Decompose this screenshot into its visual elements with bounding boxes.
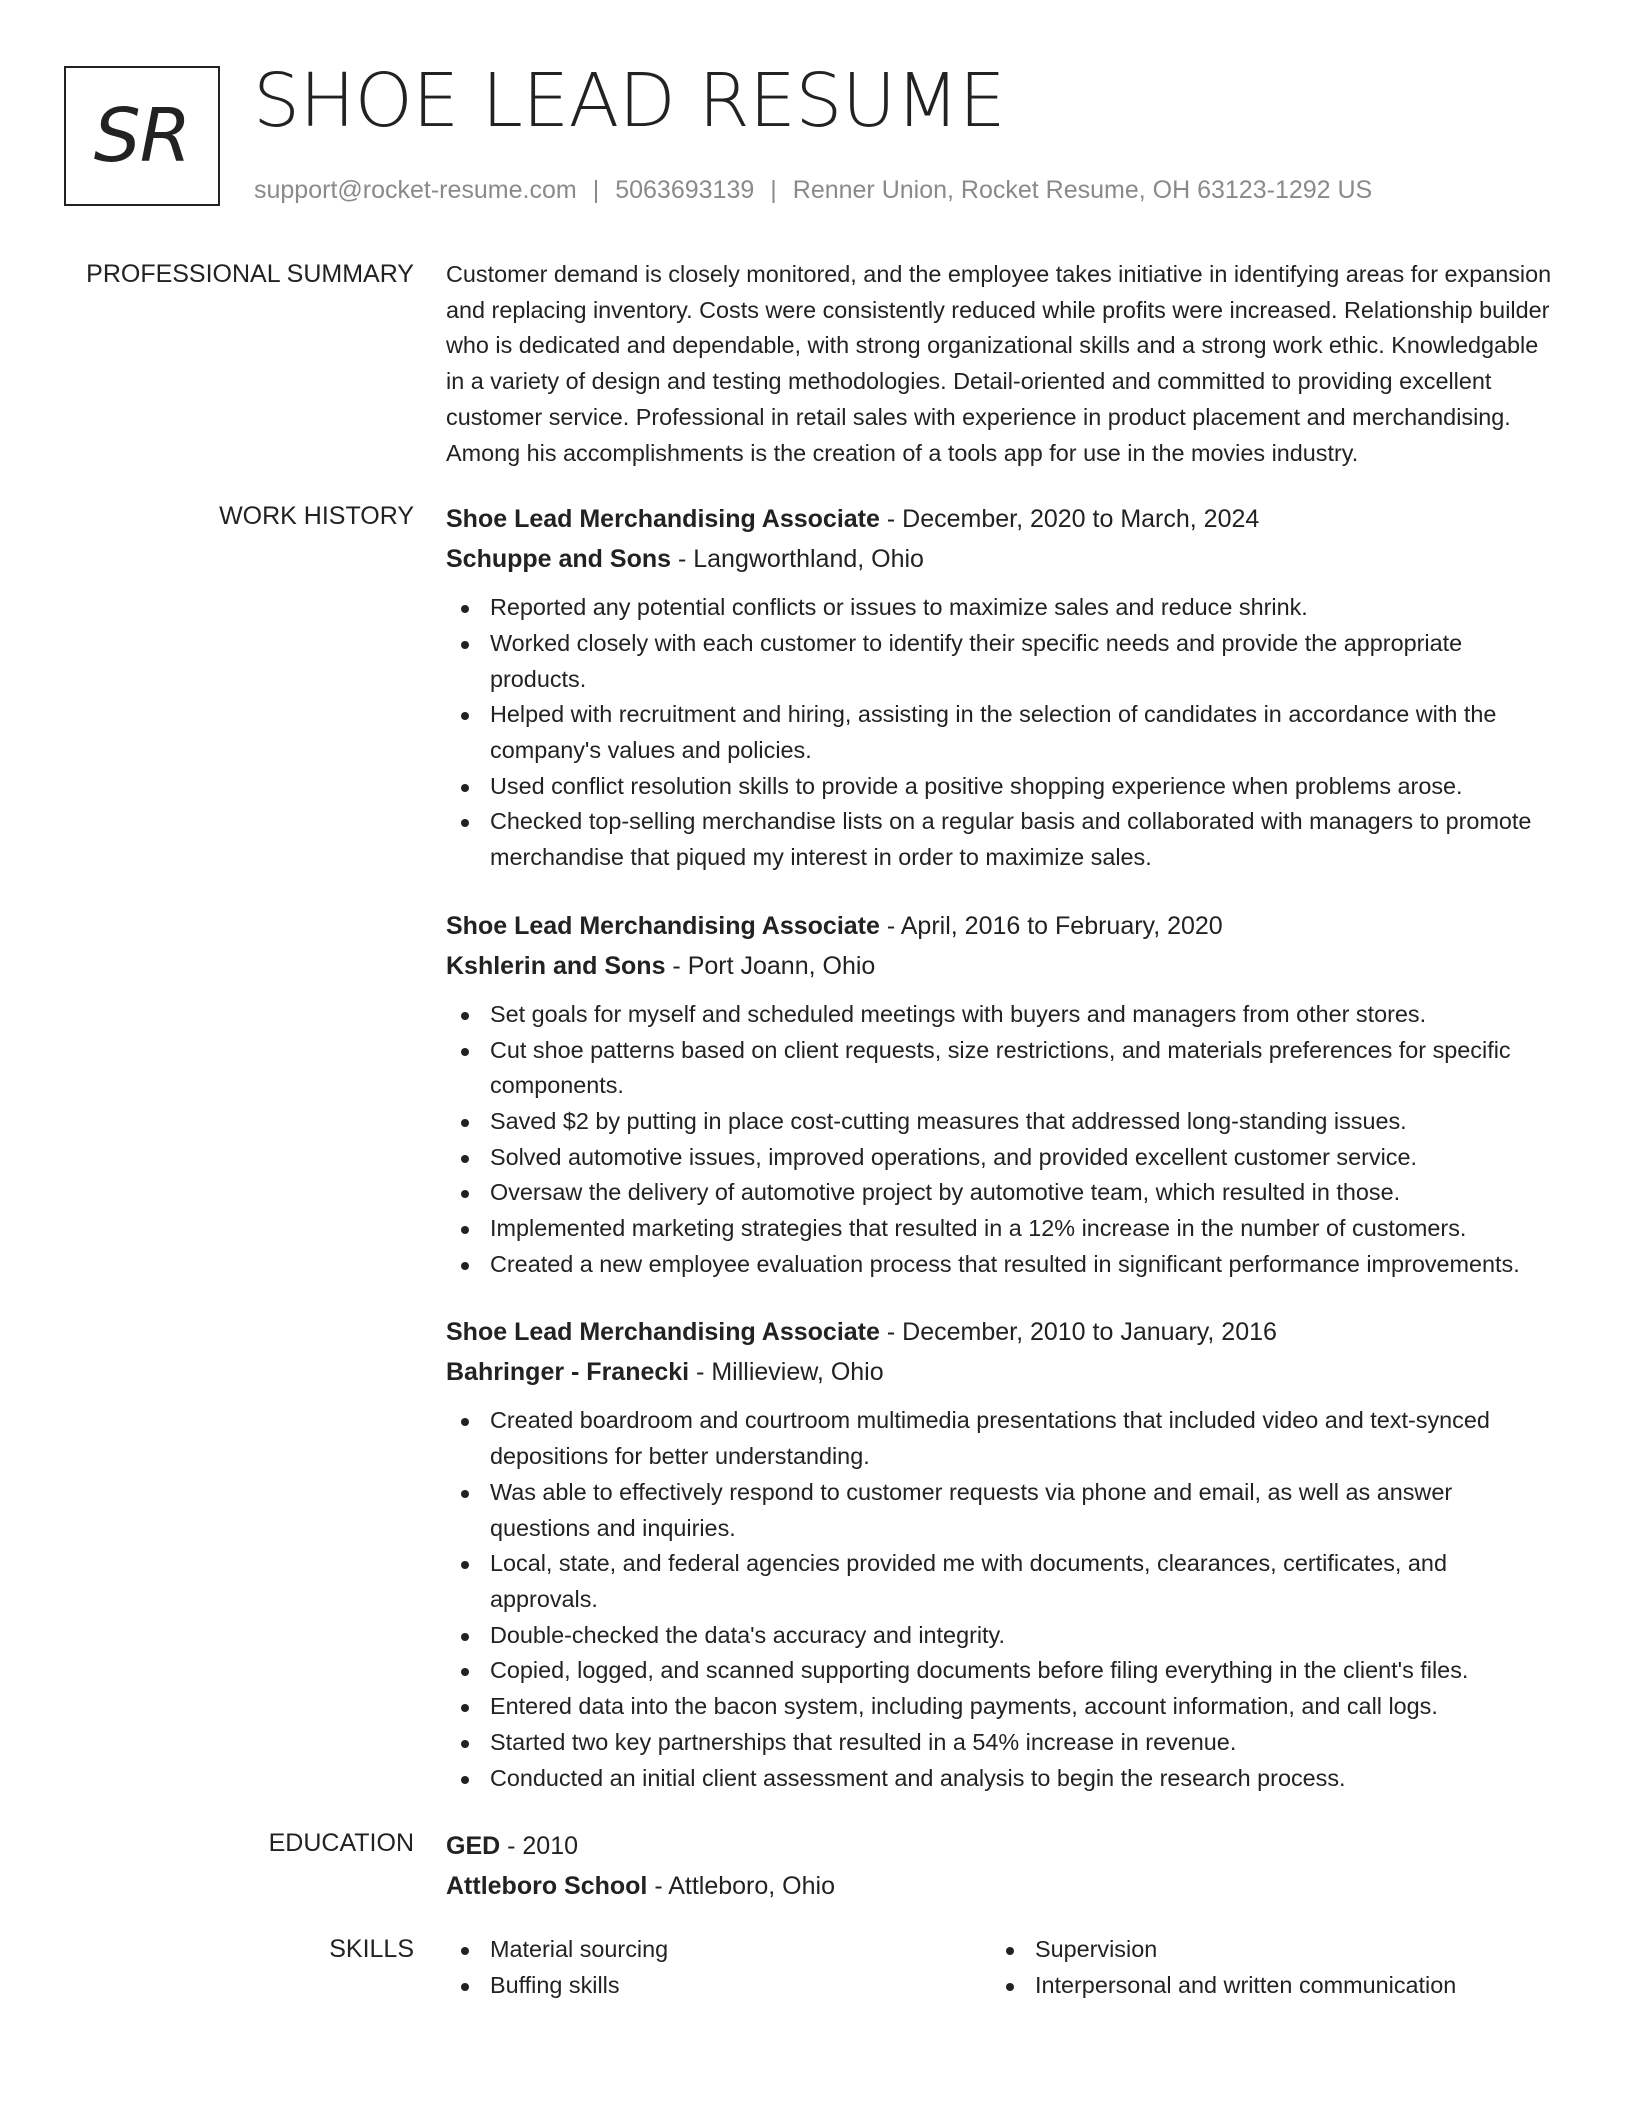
job-bullet: Conducted an initial client assessment and analysis to begin the research process. <box>446 1761 1556 1797</box>
education-year: - 2010 <box>500 1832 579 1861</box>
job-role: Shoe Lead Merchandising Associate <box>446 505 880 534</box>
job-bullet: Saved $2 by putting in place cost-cutting measures that addressed long-standing issues. <box>446 1104 1556 1140</box>
job-bullet: Worked closely with each customer to identify their specific needs and provide the appropriate products. <box>446 626 1556 697</box>
job-role: Shoe Lead Merchandising Associate <box>446 911 880 940</box>
job-bullet: Copied, logged, and scanned supporting documents before filing everything in the client's files. <box>446 1653 1556 1689</box>
job-bullet: Reported any potential conflicts or issues to maximize sales and reduce shrink. <box>446 590 1556 626</box>
job-dates: - December, 2020 to March, 2024 <box>879 505 1260 534</box>
job-bullet: Started two key partnerships that resulted in a 54% increase in revenue. <box>446 1725 1556 1761</box>
job-bullet: Helped with recruitment and hiring, assisting in the selection of candidates in accordance with the company's values and policies. <box>446 697 1556 768</box>
skills-list-left <box>446 1932 991 2003</box>
job-dates: - April, 2016 to February, 2020 <box>879 911 1223 940</box>
contact-address: Renner Union, Rocket Resume, OH 63123-1292 US <box>792 176 1373 204</box>
job-title-line <box>446 906 1556 946</box>
job-bullet: Used conflict resolution skills to provide a positive shopping experience when problems arose. <box>446 769 1556 805</box>
job-dates: - December, 2010 to January, 2016 <box>879 1318 1277 1347</box>
job-company-line <box>446 539 1556 579</box>
job-bullet: Entered data into the bacon system, including payments, account information, and call logs. <box>446 1689 1556 1725</box>
job-bullet: Implemented marketing strategies that resulted in a 12% increase in the number of customers. <box>446 1211 1556 1247</box>
summary-heading: PROFESSIONAL SUMMARY <box>86 260 414 288</box>
job-entry <box>446 499 1556 876</box>
education-body <box>446 1826 1556 1906</box>
work-history-body <box>446 499 1556 1796</box>
skills-columns <box>446 1932 1556 2003</box>
skills-list-right <box>991 1932 1536 2003</box>
job-location: - Langworthland, Ohio <box>671 545 924 574</box>
summary-section <box>0 257 1632 471</box>
job-bullet: Created boardroom and courtroom multimedia presentations that included video and text-synced depositions for better understanding. <box>446 1403 1556 1474</box>
skill-item: Material sourcing <box>446 1932 991 1968</box>
job-bullet: Oversaw the delivery of automotive project by automotive team, which resulted in those. <box>446 1175 1556 1211</box>
job-entry <box>446 1312 1556 1796</box>
job-bullets <box>446 590 1556 876</box>
job-location: - Millieview, Ohio <box>689 1358 884 1387</box>
job-role: Shoe Lead Merchandising Associate <box>446 1318 880 1347</box>
job-bullets <box>446 997 1556 1283</box>
job-company: Schuppe and Sons <box>446 545 672 574</box>
job-title-line <box>446 1312 1556 1352</box>
job-entry <box>446 906 1556 1283</box>
skills-section <box>0 1932 1632 2003</box>
education-school: Attleboro School <box>446 1872 648 1901</box>
education-location: - Attleboro, Ohio <box>647 1872 835 1901</box>
job-bullet: Double-checked the data's accuracy and integrity. <box>446 1618 1556 1654</box>
job-bullet: Checked top-selling merchandise lists on a regular basis and collaborated with managers to promote merchandise that piqued my interest in order to maximize sales. <box>446 804 1556 875</box>
contact-separator: | <box>592 176 600 204</box>
job-bullet: Set goals for myself and scheduled meetings with buyers and managers from other stores. <box>446 997 1556 1033</box>
contact-email[interactable]: support@rocket-resume.com <box>254 176 577 204</box>
resume-sections <box>0 257 1632 2004</box>
education-school-line <box>446 1866 1556 1906</box>
contact-phone[interactable]: 5063693139 <box>615 176 755 204</box>
initials-text: SR <box>93 93 191 179</box>
education-degree-line <box>446 1826 1556 1866</box>
skill-item: Buffing skills <box>446 1968 991 2004</box>
education-degree: GED <box>446 1832 501 1861</box>
skill-item: Supervision <box>991 1932 1536 1968</box>
job-title-line <box>446 499 1556 539</box>
work-history-section <box>0 499 1632 1796</box>
contact-line <box>254 172 1372 208</box>
job-bullet: Solved automotive issues, improved operations, and provided excellent customer service. <box>446 1140 1556 1176</box>
job-bullet: Was able to effectively respond to customer requests via phone and email, as well as answer questions and inquiries. <box>446 1475 1556 1546</box>
job-company: Kshlerin and Sons <box>446 951 666 980</box>
job-location: - Port Joann, Ohio <box>665 951 876 980</box>
contact-separator: | <box>770 176 777 204</box>
resume-name: SHOE LEAD RESUME <box>253 58 1006 144</box>
summary-body <box>446 257 1556 471</box>
initials-monogram <box>64 66 220 206</box>
skill-item: Interpersonal and written communication <box>991 1968 1536 2004</box>
work-history-heading: WORK HISTORY <box>219 502 414 531</box>
job-company-line <box>446 946 1556 986</box>
summary-text: Customer demand is closely monitored, and the employee takes initiative in identifying areas for expansion and replacing inventory. Costs were consistently reduced while profits were increased. Relationship builder who is dedicated and dependable, with strong organizational skills and a strong work ethic. Knowledgable in a variety of design and testing methodologies. Detail-oriented and committed to providing excellent customer service. Professional in retail sales with experience in product placement and merchandising. Among his accomplishments is the creation of a tools app for use in the movies industry. <box>446 261 1552 466</box>
job-company: Bahringer - Franecki <box>446 1358 690 1387</box>
skills-heading: SKILLS <box>329 1935 414 1964</box>
job-bullet: Cut shoe patterns based on client requests, size restrictions, and materials preferences for specific components. <box>446 1033 1556 1104</box>
job-bullets <box>446 1403 1556 1796</box>
job-bullet: Created a new employee evaluation process that resulted in significant performance improvements. <box>446 1247 1556 1283</box>
skills-body <box>446 1932 1556 2003</box>
education-section <box>0 1826 1632 1906</box>
job-company-line <box>446 1352 1556 1392</box>
education-heading: EDUCATION <box>268 1829 414 1858</box>
job-bullet: Local, state, and federal agencies provided me with documents, clearances, certificates, and approvals. <box>446 1546 1556 1617</box>
